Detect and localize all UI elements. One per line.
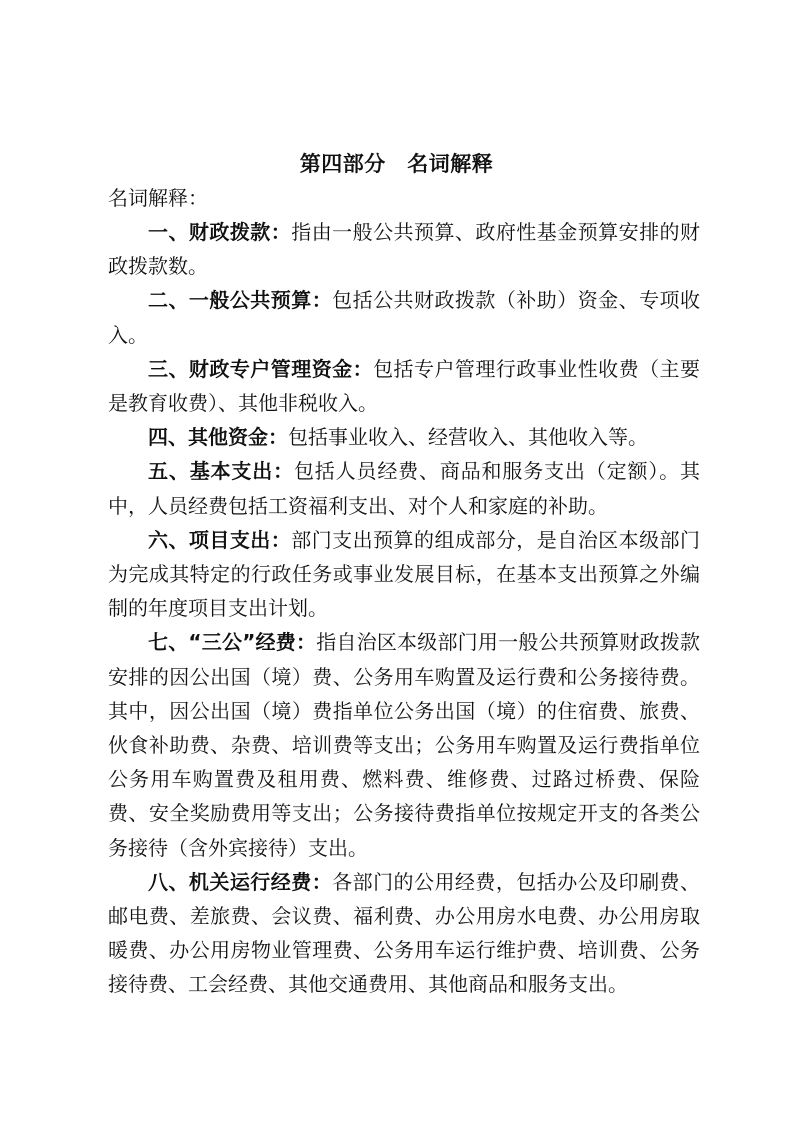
definition-item: [108, 523, 700, 626]
term-label: 七、“三公”经费：: [148, 630, 317, 655]
term-definition: 包括人员经费、商品和服务支出（定额）。其中，人员经费包括工资福利支出、对个人和家庭的补助。: [108, 459, 701, 518]
definition-item: [108, 454, 700, 522]
term-definition: 包括专户管理行政事业性收费（主要是教育收费）、其他非税收入。: [108, 356, 701, 416]
term-label: 三、财政专户管理资金：: [148, 356, 374, 381]
definition-item: [108, 215, 700, 283]
term-label: 八、机关运行经费：: [148, 869, 333, 894]
definition-item: [108, 865, 700, 1002]
term-label: 二、一般公共预算：: [148, 288, 333, 313]
page-title: 第四部分 名词解释: [299, 152, 494, 176]
term-definition: 各部门的公用经费，包括办公及印刷费、邮电费、差旅费、会议费、福利费、办公用房水电费、办公用房取暖费、办公用房物业管理费、公务用车运行维护费、培训费、公务接待费、工会经费、其他交通费用、其他商品和服务支出。: [108, 869, 701, 997]
section-intro: 名词解释：: [108, 186, 208, 210]
term-label: 一、财政拨款：: [148, 220, 292, 244]
definition-item: [108, 352, 700, 420]
definitions-list: [108, 215, 700, 1002]
definition-item: [108, 283, 700, 351]
term-definition: 包括公共财政拨款（补助）资金、专项收入。: [108, 288, 701, 347]
term-label: 六、项目支出：: [148, 527, 292, 552]
term-definition: 指自治区本级部门用一般公共预算财政拨款安排的因公出国（境）费、公务用车购置及运行费和公务接待费。其中，因公出国（境）费指单位公务出国（境）的住宿费、旅费、伙食补助费、杂费、培训费等支出；公务用车购置及运行费指单位公务用车购置费及租用费、燃料费、维修费、过路过桥费、保险费、安全奖励费用等支出；公务接待费指单位按规定开支的各类公务接待（含外宾接待）支出。: [108, 630, 701, 860]
term-definition: 部门支出预算的组成部分，是自治区本级部门为完成其特定的行政任务或事业发展目标，在基本支出预算之外编制的年度项目支出计划。: [108, 527, 701, 621]
definition-item: [108, 625, 700, 864]
definition-item: [108, 420, 700, 454]
term-definition: 包括事业收入、经营收入、其他收入等。: [288, 425, 648, 450]
term-definition: 指由一般公共预算、政府性基金预算安排的财政拨款数。: [108, 220, 701, 279]
term-label: 五、基本支出：: [148, 459, 294, 484]
term-label: 四、其他资金：: [148, 425, 288, 450]
